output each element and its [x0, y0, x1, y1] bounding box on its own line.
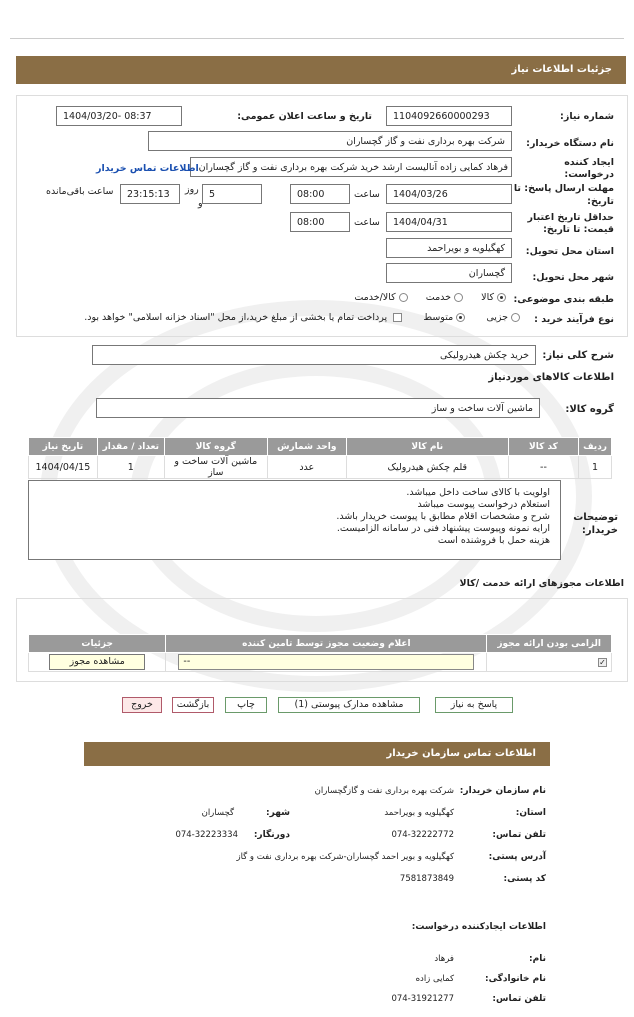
- contact-title: اطلاعات تماس سازمان خریدار: [386, 748, 536, 759]
- cell-date: 1404/04/15: [29, 456, 98, 479]
- city-field: گچساران: [386, 263, 512, 283]
- contact-address: کهگیلویه و بویر احمد گچساران-شرکت بهره برداری نفت و گاز: [236, 852, 454, 862]
- permit-status-field[interactable]: --: [178, 654, 474, 670]
- days-label: روز: [185, 184, 199, 195]
- buyer-contact-link[interactable]: اطلاعات تماس خریدار: [96, 163, 199, 174]
- note-line: ارایه نمونه وپیوست پیشنهاد فنی در سامانه الزامیست.: [336, 523, 550, 534]
- group-label: گروه کالا:: [565, 404, 614, 415]
- note-line: اولویت با کالای ساخت داخل میباشد.: [406, 487, 550, 498]
- contact-title-bar: [84, 742, 550, 766]
- top-divider: [10, 38, 624, 39]
- province-field: کهگیلویه و بویراحمد: [386, 238, 512, 258]
- contact-fax: 074-32223334: [175, 830, 238, 840]
- deadline-label-1: مهلت ارسال پاسخ: تا: [513, 183, 614, 194]
- radio-icon: [511, 313, 520, 322]
- group-field: ماشین آلات ساخت و ساز: [96, 398, 540, 418]
- process-label: نوع فرآیند خرید :: [534, 314, 614, 325]
- contact-fax-label: دورنگار:: [253, 830, 290, 840]
- creator-family-label: نام خانوادگی:: [484, 974, 546, 984]
- notes-label-2: خریدار:: [581, 525, 618, 536]
- cell-unit: عدد: [267, 456, 346, 479]
- deadline-time-field: 08:00: [290, 184, 350, 204]
- contact-postal: 7581873849: [399, 874, 454, 884]
- deadline-label-2: تاریخ:: [587, 196, 614, 207]
- category-option-goods[interactable]: کالا: [481, 292, 506, 303]
- remaining-time-field: 23:15:13: [120, 184, 180, 204]
- radio-selected-icon: [456, 313, 465, 322]
- goods-info-title: اطلاعات کالاهای موردنیاز: [488, 372, 614, 383]
- category-option-both[interactable]: کالا/خدمت: [354, 292, 407, 303]
- permits-title: اطلاعات مجوزهای ارائه خدمت /کالا: [459, 578, 624, 589]
- category-option-service[interactable]: خدمت: [426, 292, 463, 303]
- cell-code: --: [508, 456, 578, 479]
- category-options: [354, 292, 506, 303]
- creator-phone: 074-31921277: [391, 994, 454, 1004]
- checkbox-icon: [393, 313, 402, 322]
- contact-province-label: استان:: [515, 808, 546, 818]
- radio-selected-icon: [497, 293, 506, 302]
- note-line: هزینه حمل با فروشنده است: [437, 535, 550, 546]
- city-label: شهر محل تحویل:: [532, 272, 614, 283]
- creator-info-title: اطلاعات ایجادکننده درخواست:: [411, 922, 546, 932]
- creator-name: فرهاد: [434, 954, 454, 964]
- reply-button[interactable]: پاسخ به نیاز: [435, 697, 513, 713]
- need-number-field: 1104092660000293: [386, 106, 512, 126]
- and-label: و: [198, 198, 203, 209]
- announce-label: تاریخ و ساعت اعلان عمومی:: [237, 111, 372, 122]
- remaining-label: ساعت باقی‌مانده: [46, 186, 114, 197]
- announce-field: 1404/03/20- 08:37: [56, 106, 182, 126]
- creator-label-2: درخواست:: [564, 169, 614, 180]
- col-group: گروه کالا: [164, 438, 267, 456]
- buyer-org-label: نام دستگاه خریدار:: [526, 138, 614, 149]
- col-name: نام کالا: [346, 438, 508, 456]
- creator-family: کمایی زاده: [415, 974, 454, 984]
- need-number-label: شماره نیاز:: [560, 111, 614, 122]
- print-button[interactable]: چاپ: [225, 697, 267, 713]
- col-status: اعلام وضعیت مجوز توسط تامین کننده: [166, 635, 487, 653]
- payment-note: پرداخت تمام یا بخشی از مبلغ خرید،از محل "اسناد خزانه اسلامی" خواهد بود.: [84, 312, 388, 323]
- permits-table-header: [29, 635, 612, 653]
- deadline-date-field: 1404/03/26: [386, 184, 512, 204]
- col-details: جزئیات: [29, 635, 166, 653]
- col-unit: واحد شمارش: [267, 438, 346, 456]
- cell-name: قلم چکش هیدرولیک: [346, 456, 508, 479]
- buyer-org-field: شرکت بهره برداری نفت و گاز گچساران: [148, 131, 512, 151]
- contact-phone-label: تلفن تماس:: [492, 830, 546, 840]
- cell-status: [166, 653, 487, 672]
- col-required: الزامی بودن ارائه مجوز: [487, 635, 612, 653]
- attachments-button[interactable]: مشاهده مدارک پیوستی (1): [278, 697, 420, 713]
- payment-checkbox[interactable]: [390, 312, 402, 323]
- creator-label-1: ایجاد کننده: [564, 157, 614, 168]
- goods-table-header: [29, 438, 612, 456]
- cell-group: ماشین آلات ساخت و ساز: [164, 456, 267, 479]
- contact-province: کهگیلویه و بویراحمد: [384, 808, 454, 818]
- note-line: شرح و مشخصات اقلام مطابق با پیوست خریدار باشد.: [336, 511, 550, 522]
- table-row: [29, 653, 612, 672]
- checked-icon: ✓: [599, 657, 606, 667]
- radio-icon: [454, 293, 463, 302]
- contact-city: گچساران: [201, 808, 234, 818]
- contact-org: شرکت بهره برداری نفت و گازگچساران: [314, 786, 454, 796]
- validity-label-1: حداقل تاریخ اعتبار: [527, 212, 614, 223]
- creator-field: فرهاد کمایی زاده آنالیست ارشد خرید شرکت بهره برداری نفت و گاز گچساران: [190, 157, 512, 177]
- notes-box: [28, 480, 561, 560]
- process-option-medium[interactable]: متوسط: [423, 312, 465, 323]
- page-title-bar: [16, 56, 626, 84]
- col-row: ردیف: [579, 438, 612, 456]
- table-row: [29, 456, 612, 479]
- validity-date-field: 1404/04/31: [386, 212, 512, 232]
- contact-city-label: شهر:: [266, 808, 290, 818]
- col-qty: تعداد / مقدار: [97, 438, 164, 456]
- note-line: استعلام درخواست پیوست میباشد: [417, 499, 550, 510]
- validity-time-label: ساعت: [354, 217, 380, 228]
- contact-phone: 074-32222772: [391, 830, 454, 840]
- cell-required: [487, 653, 612, 672]
- summary-field: خرید چکش هیدرولیکی: [92, 345, 536, 365]
- col-code: کد کالا: [508, 438, 578, 456]
- creator-name-label: نام:: [529, 954, 546, 964]
- deadline-time-label: ساعت: [354, 189, 380, 200]
- contact-postal-label: کد پستی:: [503, 874, 546, 884]
- radio-icon: [399, 293, 408, 302]
- cell-details: [29, 653, 166, 672]
- process-option-minor[interactable]: جزیی: [486, 312, 520, 323]
- notes-label-1: توضیحات: [573, 512, 618, 523]
- back-button[interactable]: بازگشت: [172, 697, 214, 713]
- category-label: طبقه بندی موضوعی:: [513, 294, 614, 305]
- goods-table: [28, 437, 612, 479]
- cell-qty: 1: [97, 456, 164, 479]
- province-label: استان محل تحویل:: [525, 246, 614, 257]
- permits-table: [28, 634, 612, 672]
- contact-org-label: نام سازمان خریدار:: [459, 786, 546, 796]
- col-date: تاریخ نیاز: [29, 438, 98, 456]
- process-options: [84, 312, 520, 323]
- contact-address-label: آدرس پستی:: [488, 852, 546, 862]
- view-permit-button[interactable]: مشاهده مجوز: [49, 654, 145, 670]
- days-field: 5: [202, 184, 262, 204]
- summary-label: شرح کلی نیاز:: [542, 350, 614, 361]
- exit-button[interactable]: خروج: [122, 697, 162, 713]
- validity-time-field: 08:00: [290, 212, 350, 232]
- creator-phone-label: تلفن تماس:: [492, 994, 546, 1004]
- page-title: جزئیات اطلاعات نیاز: [511, 64, 612, 75]
- cell-row: 1: [579, 456, 612, 479]
- validity-label-2: قیمت: تا تاریخ:: [543, 224, 614, 235]
